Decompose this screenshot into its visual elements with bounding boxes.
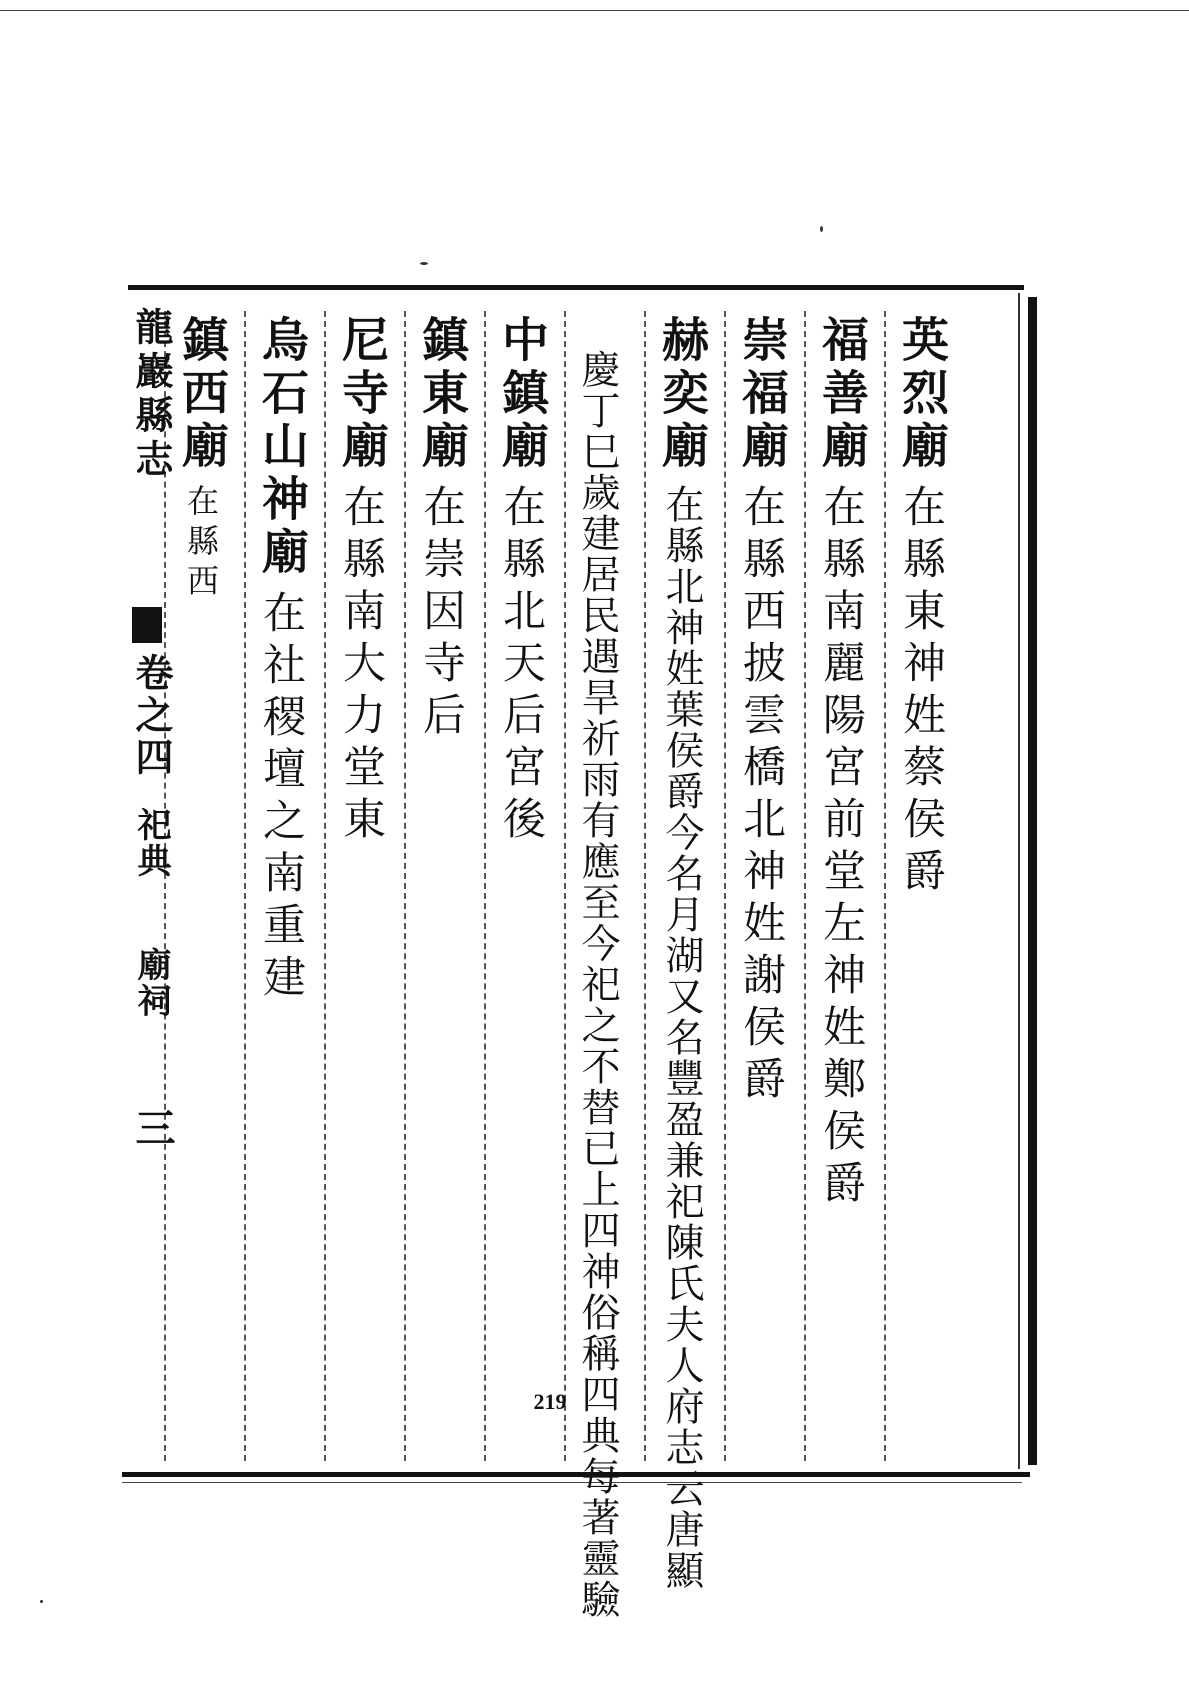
- column-rule: [324, 311, 326, 1461]
- entry-text: 在縣東神姓蔡侯爵: [896, 484, 946, 900]
- spine-folio: 三: [129, 1107, 176, 1147]
- entry-text: 在崇因寺后: [416, 484, 466, 744]
- entry-heading: 崇福廟: [734, 315, 789, 474]
- scan-top-edge: [0, 10, 1189, 11]
- spine-section: 祀典: [131, 807, 171, 879]
- entry-text: 在縣南麗陽宮前堂左神姓鄭侯爵: [816, 484, 866, 1212]
- frame-top-border: [128, 285, 1024, 290]
- entry-text: 在縣北天后宮後: [496, 484, 546, 848]
- scan-speck: [820, 226, 823, 232]
- entry-heading: 鎮東廟: [414, 315, 469, 474]
- column-rule: [804, 311, 806, 1461]
- frame-right-border: [1028, 297, 1037, 1465]
- entry-column: [494, 315, 549, 848]
- entry-column: [734, 315, 789, 1108]
- frame-right-inner-border: [1018, 293, 1020, 1469]
- spine-fishtail-mark: [132, 607, 162, 643]
- entry-continuation-column: [575, 349, 620, 1620]
- page-number: 219: [533, 1389, 567, 1414]
- spine-subsection: 廟祠: [131, 947, 171, 1019]
- entry-column: [414, 315, 469, 744]
- column-rule: [724, 311, 726, 1461]
- entry-heading: 鎮西廟: [174, 315, 229, 474]
- column-rule: [564, 311, 566, 1461]
- entry-text: 在縣南大力堂東: [336, 484, 386, 848]
- margin-spine: [129, 307, 176, 1467]
- entry-text: 在縣西披雲橋北神姓謝侯爵: [736, 484, 786, 1108]
- entry-heading: 福善廟: [814, 315, 869, 474]
- entry-text: 在縣北神姓葉侯爵今名月湖又名豐盈兼祀陳氏夫人府志云唐顯: [659, 484, 704, 1591]
- column-rule: [404, 311, 406, 1461]
- column-rule: [244, 311, 246, 1461]
- entry-column: [174, 315, 229, 604]
- spine-title: 龍巖縣志: [129, 307, 174, 483]
- scan-speck: [40, 1600, 43, 1603]
- column-rule: [644, 311, 646, 1461]
- scan-speck: [420, 262, 428, 265]
- page-frame: [128, 285, 1036, 1620]
- column-rule: [884, 311, 886, 1461]
- entry-heading: 尼寺廟: [334, 315, 389, 474]
- entry-heading: 英烈廟: [894, 315, 949, 474]
- entry-heading: 赫奕廟: [654, 315, 709, 474]
- entry-heading: 烏石山神廟: [254, 315, 309, 580]
- entry-text: 在社稷壇之南重建: [256, 590, 306, 1006]
- entry-text: 在縣西: [182, 484, 220, 604]
- entry-heading: 中鎮廟: [494, 315, 549, 474]
- entry-column: [254, 315, 309, 1006]
- spine-volume: 卷之四: [129, 653, 174, 779]
- entry-column: [814, 315, 869, 1212]
- entry-column: [894, 315, 949, 900]
- entry-text: 慶丁巳歲建居民遇旱祈雨有應至今祀之不替已上四神俗稱四典每著靈驗: [575, 349, 620, 1620]
- frame-bottom-thin-rule: [122, 1482, 1022, 1483]
- entry-column: [334, 315, 389, 848]
- column-rule: [484, 311, 486, 1461]
